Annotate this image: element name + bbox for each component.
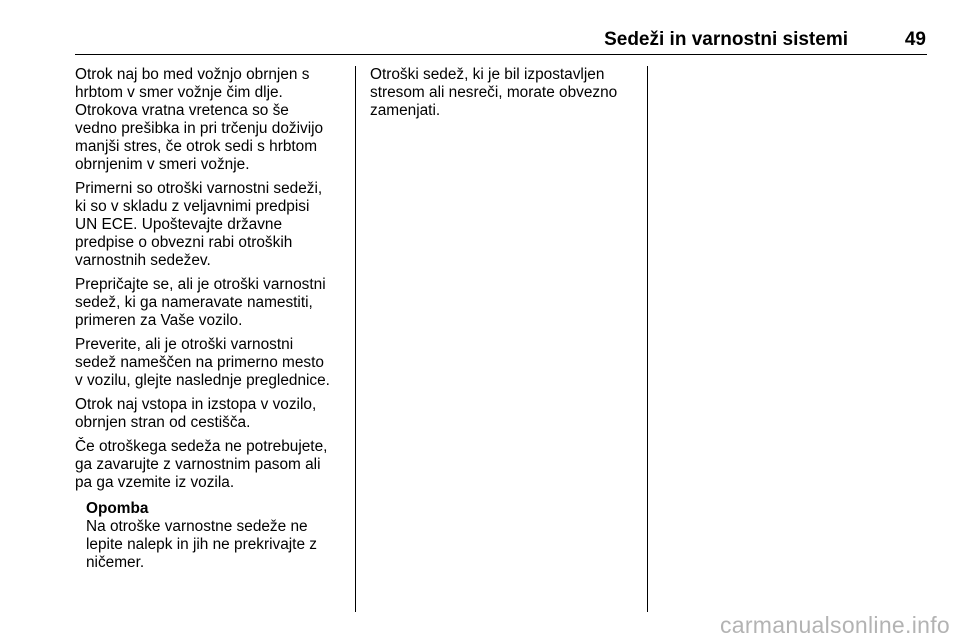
note-text: Na otroške varnostne sedeže ne lepite nalepk in jih ne prekrivajte z ničemer. (86, 518, 317, 571)
watermark-text: carmanualsonline.info (719, 612, 950, 638)
paragraph: Otrok naj vstopa in izstopa v vozilo, obrnjen stran od cestišča. (75, 396, 317, 431)
paragraph: Prepričajte se, ali je otroški varnostni sedež, ki ga nameravate namestiti, primeren za Vaše vozilo. (75, 276, 326, 329)
page-number: 49 (904, 29, 926, 50)
paragraph: Preverite, ali je otroški varnostni sedež nameščen na primerno mesto v vozilu, glejte naslednje preglednice. (75, 336, 330, 389)
column-divider-right (647, 66, 648, 612)
header-divider (75, 54, 927, 55)
paragraph: Otrok naj bo med vožnjo obrnjen s hrbtom v smer vožnje čim dlje. Otrokova vratna vretenca so še vedno prešibka in pri trčenju doživijo manjši stres, če otrok sedi s hrbtom obrnjenim v smeri vožnje. (75, 66, 324, 173)
left-column (75, 66, 350, 572)
column-divider-left (355, 66, 356, 612)
paragraph: Če otroškega sedeža ne potrebujete, ga zavarujte z varnostnim pasom ali pa ga vzemite iz vozila. (75, 438, 328, 491)
middle-column (370, 66, 642, 126)
paragraph: Primerni so otroški varnostni sedeži, ki so v skladu z veljavnimi predpisi UN ECE. Upoštevajte državne predpise o obvezni rabi otroških varnostnih sedežev. (75, 180, 323, 269)
section-title: Sedeži in varnostni sistemi (604, 29, 848, 50)
paragraph: Otroški sedež, ki je bil izpostavljen stresom ali nesreči, morate obvezno zamenjati. (370, 66, 618, 119)
note-box (86, 500, 350, 572)
note-title: Opomba (86, 500, 149, 517)
